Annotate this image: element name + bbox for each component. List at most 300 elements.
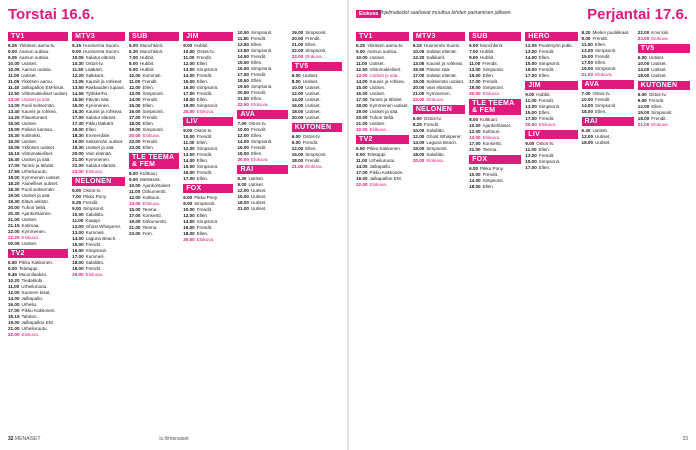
- channel-header: TV2: [8, 249, 68, 258]
- program-title: Frendit.: [250, 54, 267, 59]
- program-time: 15.50: [412, 67, 425, 72]
- program-title: Urheiluruutu.: [21, 169, 48, 174]
- program-title: Uutiset.: [302, 73, 319, 78]
- program-time: 18.30: [8, 187, 20, 192]
- program-time: 6.00: [637, 92, 647, 97]
- program-time: 12.00: [128, 195, 141, 200]
- program-title: Ellen.: [196, 158, 209, 163]
- program-time: 6.00: [412, 116, 422, 121]
- channel-header: RAI: [237, 165, 287, 174]
- program-time: 10.00: [637, 61, 650, 66]
- program-time: 19.30: [72, 145, 84, 150]
- program-title: Kovi kisi.: [651, 30, 670, 35]
- program-title: Tyttökerho.: [85, 91, 109, 96]
- program-time: 21.00: [469, 147, 481, 152]
- program-row: [72, 272, 125, 278]
- program-time: 20.00: [469, 91, 481, 96]
- program-time: 10.00: [72, 212, 84, 217]
- program-title: Tanssi ja tähdet.: [21, 163, 55, 168]
- program-row: [292, 164, 342, 170]
- program-title: Fem.: [142, 231, 153, 236]
- program-title: Ajankohtaiset.: [482, 123, 512, 128]
- program-title: Kulttuuri.: [142, 195, 161, 200]
- program-title: Elokuva.: [305, 54, 323, 59]
- right-page: [348, 0, 696, 450]
- program-time: 17.00: [183, 91, 195, 96]
- left-header: [8, 6, 340, 26]
- program-title: Frendit.: [85, 266, 102, 271]
- program-time: 18.15: [8, 314, 20, 319]
- program-time: 22.00: [356, 127, 368, 132]
- program-title: Hubbit.: [480, 49, 495, 54]
- program-title: Simpsonit.: [196, 103, 219, 108]
- program-time: 20.00: [128, 133, 141, 138]
- program-title: Simpsonit.: [250, 84, 273, 89]
- program-title: Salaliitto.: [85, 212, 105, 217]
- program-time: 6.00: [291, 73, 301, 78]
- program-title: Simpsonit.: [250, 48, 273, 53]
- program-title: Puoli seitsemän.: [21, 103, 56, 108]
- program-time: 18.00: [581, 140, 594, 145]
- right-footer: [356, 436, 688, 446]
- program-time: 12.00: [469, 129, 481, 134]
- legend-badge: Elokuva: [356, 10, 381, 18]
- program-title: Frendit.: [538, 98, 555, 103]
- program-title: Simpsonit.: [538, 104, 561, 109]
- program-title: Kulttuuri.: [139, 171, 159, 176]
- program-title: Elokuva.: [426, 158, 444, 163]
- program-title: Salatut elämät.: [85, 115, 117, 120]
- program-time: 11.00: [128, 189, 141, 194]
- program-title: Ykkösen aamu-tv.: [18, 43, 56, 48]
- program-title: Ellen.: [142, 85, 154, 90]
- program-title: Uutiset.: [369, 121, 386, 126]
- program-time: 12.00: [237, 188, 249, 193]
- program-time: 6.00: [469, 166, 479, 171]
- program-time: 23.00: [72, 169, 84, 174]
- program-title: Simpsonit.: [651, 110, 673, 115]
- program-time: 14.00: [183, 158, 195, 163]
- program-title: Uutiset.: [248, 176, 265, 181]
- program-row: [469, 91, 521, 97]
- program-time: 18.00: [237, 200, 249, 205]
- program-title: Frendit.: [142, 139, 159, 144]
- program-title: Simpsonit.: [482, 178, 505, 183]
- program-time: 7.00: [72, 194, 82, 199]
- program-time: 11.00: [8, 284, 20, 289]
- program-time: 13.00: [525, 49, 537, 54]
- program-time: 14.00: [637, 67, 650, 72]
- program-time: 21.00: [291, 42, 304, 47]
- program-title: Uutiset.: [250, 188, 267, 193]
- program-title: Ellen.: [142, 145, 154, 150]
- program-time: 11.00: [128, 79, 141, 84]
- program-time: 17.00: [356, 97, 368, 102]
- listing-column: [129, 30, 179, 432]
- program-time: 20.00: [8, 205, 20, 210]
- program-title: Frendit.: [302, 140, 319, 145]
- program-title: Uutiset.: [305, 115, 321, 120]
- program-time: 18.00: [637, 116, 650, 121]
- program-title: Huomenta Suomi.: [423, 43, 461, 48]
- program-title: Frendit.: [538, 67, 555, 72]
- program-row: [237, 157, 287, 163]
- program-time: 14.00: [237, 139, 249, 144]
- program-time: 15.00: [183, 79, 195, 84]
- program-time: 22.00: [72, 163, 84, 168]
- program-title: Simpsonit.: [426, 146, 448, 151]
- program-time: 21.00: [72, 157, 84, 162]
- program-time: 21.00: [412, 91, 425, 96]
- program-time: 14.00: [128, 97, 141, 102]
- program-title: Puolenyön putki.: [538, 43, 573, 48]
- program-title: Ostos-tv.: [194, 128, 213, 133]
- program-title: Simpsonit.: [83, 206, 105, 211]
- program-time: 22.00: [128, 139, 141, 144]
- program-title: Ellen.: [250, 42, 263, 47]
- program-time: 10.00: [469, 172, 481, 177]
- program-time: 13.00: [8, 97, 20, 102]
- program-title: Ellen.: [538, 110, 551, 115]
- channel-header: FOX: [469, 155, 521, 164]
- program-time: 10.00: [469, 123, 481, 128]
- program-title: Konsertti.: [482, 141, 502, 146]
- program-title: Kulttuuri.: [480, 117, 499, 122]
- program-title: Frendit.: [595, 97, 611, 102]
- program-time: 14.00: [291, 97, 304, 102]
- program-time: 6.00: [128, 43, 138, 48]
- program-row: [582, 72, 634, 78]
- program-time: 19.00: [128, 127, 141, 132]
- program-title: Frendit.: [250, 36, 267, 41]
- program-time: 10.20: [8, 278, 20, 283]
- program-time: 8.00: [128, 171, 138, 176]
- listing-column: [582, 30, 634, 432]
- program-time: 19.00: [72, 266, 84, 271]
- program-time: 9.00: [72, 49, 82, 54]
- program-title: Aamun uutisia.: [18, 49, 50, 54]
- program-time: 8.00: [469, 117, 479, 122]
- program-title: Tuhon tiellä.: [21, 205, 47, 210]
- program-title: Ostos-tv.: [248, 121, 267, 126]
- program-time: 13.00: [128, 201, 141, 206]
- program-title: Kummeli.: [85, 230, 105, 235]
- program-title: Frendit.: [142, 97, 159, 102]
- program-time: 11.00: [581, 42, 593, 47]
- listing-column: [356, 30, 409, 432]
- program-title: Kulttuuri.: [482, 129, 501, 134]
- program-time: 21.00: [291, 164, 304, 169]
- program-time: 17.00: [128, 213, 141, 218]
- listing-column: [469, 30, 521, 432]
- program-time: 17.30: [72, 121, 84, 126]
- program-title: Uutiset.: [595, 134, 611, 139]
- program-title: Ellen.: [196, 140, 208, 145]
- program-title: Ajankohtaiset.: [142, 183, 172, 188]
- listing-column: [638, 30, 690, 432]
- program-title: Urheiluruutu.: [369, 158, 396, 163]
- program-time: 17.00: [412, 73, 425, 78]
- program-title: Elokuva.: [482, 135, 501, 140]
- program-title: Salatut elämät.: [85, 163, 117, 168]
- program-title: Hubbit.: [139, 67, 155, 72]
- program-time: 16.00: [356, 91, 368, 96]
- program-title: Frendit.: [538, 116, 555, 121]
- program-time: 15.00: [72, 242, 84, 247]
- program-time: 12.50: [356, 67, 368, 72]
- program-time: 11.50: [237, 36, 249, 41]
- program-time: 19.00: [356, 109, 368, 114]
- program-title: Kauniit ja rohkeat.: [426, 61, 464, 66]
- program-row: [413, 158, 465, 164]
- program-time: 10.05: [72, 55, 84, 60]
- program-time: 16.00: [8, 139, 20, 144]
- program-time: 18.00: [72, 127, 84, 132]
- program-title: Frendit.: [196, 170, 213, 175]
- program-title: Päivän sää.: [85, 97, 110, 102]
- program-title: Elokuva.: [369, 182, 388, 187]
- program-title: Elokuva.: [369, 127, 388, 132]
- program-time: 16.00: [183, 170, 195, 175]
- program-time: 9.00: [72, 206, 82, 211]
- program-time: 12.00: [291, 91, 304, 96]
- program-title: Simpsonit.: [305, 48, 327, 53]
- program-title: Metsässä.: [139, 177, 161, 182]
- program-time: 14.00: [525, 55, 537, 60]
- program-time: 20.00: [525, 122, 537, 127]
- program-title: Simpsonit.: [196, 219, 219, 224]
- channel-header: JIM: [525, 81, 577, 90]
- program-title: Pikku Pony.: [194, 195, 219, 200]
- program-time: 6.00: [637, 55, 647, 60]
- program-title: Ellen.: [482, 184, 495, 189]
- program-time: 9.05: [8, 55, 17, 60]
- program-title: Uutiset.: [248, 182, 265, 187]
- program-title: Frendit.: [482, 61, 498, 66]
- program-title: Uutiset ja sää.: [21, 157, 51, 162]
- program-title: Vain elämää.: [85, 151, 113, 156]
- program-time: 20.00: [412, 158, 425, 163]
- program-time: 10.00: [128, 183, 141, 188]
- program-title: Ellen.: [196, 97, 209, 102]
- program-time: 11.00: [183, 55, 195, 60]
- program-title: Ellen.: [196, 231, 209, 236]
- channel-header: TV5: [638, 44, 690, 53]
- program-time: 17.00: [72, 115, 84, 120]
- listing-column: [525, 30, 577, 432]
- program-time: 10.00: [291, 85, 304, 90]
- program-title: Uutiset.: [21, 61, 38, 66]
- program-title: Elokuva.: [196, 109, 215, 114]
- program-title: Elokuva.: [142, 201, 161, 206]
- program-title: Urheiluruutu.: [21, 284, 48, 289]
- program-title: Alueelliset uutiset.: [21, 181, 59, 186]
- program-title: Kotimaa.: [21, 223, 40, 228]
- program-time: 16.40: [8, 157, 20, 162]
- program-title: Frendit.: [305, 36, 321, 41]
- program-title: Uutiset.: [305, 103, 321, 108]
- channel-header: KUTONEN: [638, 81, 690, 90]
- program-title: Salaliitto.: [85, 260, 105, 265]
- program-time: 22.00: [356, 182, 368, 187]
- program-time: 6.50: [356, 146, 365, 151]
- program-title: Elokuva.: [595, 72, 613, 77]
- program-time: 13.40: [8, 109, 20, 114]
- program-title: Uutiset.: [651, 61, 667, 66]
- program-time: 13.00: [525, 104, 537, 109]
- program-title: Seitsemän uutiset.: [85, 139, 124, 144]
- program-time: 9.00: [525, 141, 535, 146]
- program-row: [525, 73, 577, 79]
- program-title: Simpsonit.: [250, 66, 273, 71]
- program-time: 13.00: [183, 152, 195, 157]
- program-title: Pilaantuneet.: [21, 115, 49, 120]
- program-time: 13.00: [183, 67, 195, 72]
- program-title: Simpsonit.: [595, 48, 617, 53]
- program-title: Frendit.: [305, 158, 321, 163]
- program-time: 14.00: [469, 178, 481, 183]
- program-time: 21.00: [8, 326, 20, 331]
- program-time: 21.00: [237, 206, 249, 211]
- program-row: [469, 147, 521, 153]
- program-title: Frendit.: [250, 127, 267, 132]
- program-time: 12.50: [8, 91, 20, 96]
- program-time: 12.05: [525, 43, 537, 48]
- program-time: 6.30: [128, 49, 138, 54]
- program-time: 22.00: [637, 30, 650, 35]
- program-title: Teletappi.: [366, 152, 387, 157]
- program-title: Simpsonit.: [250, 30, 273, 35]
- program-title: Simpsonit.: [250, 139, 273, 144]
- program-time: 16.00: [72, 248, 84, 253]
- program-title: Frendit.: [196, 225, 213, 230]
- program-title: Simpsonit.: [142, 109, 164, 114]
- program-title: Uutiset.: [21, 73, 37, 78]
- program-title: Pikku Kakkonen.: [21, 308, 56, 313]
- program-row: [8, 332, 68, 338]
- program-time: 18.00: [637, 73, 650, 78]
- program-time: 12.20: [412, 55, 425, 60]
- program-title: Frendit.: [196, 134, 213, 139]
- channel-header: MTV3: [72, 32, 125, 41]
- program-time: 23.00: [637, 36, 650, 41]
- program-title: Ykkösen uutiset.: [21, 145, 56, 150]
- program-time: 15.00: [525, 61, 537, 66]
- program-title: Ellen.: [595, 60, 607, 65]
- program-title: Uutiset.: [21, 139, 38, 144]
- channel-header: FOX: [183, 184, 233, 193]
- program-time: 12.00: [183, 213, 195, 218]
- program-time: 19.00: [183, 103, 195, 108]
- program-title: Frendit.: [196, 91, 213, 96]
- program-row: [183, 176, 233, 182]
- program-title: Ellen.: [305, 146, 317, 151]
- program-time: 11.00: [525, 98, 537, 103]
- program-time: 20.50: [237, 90, 249, 95]
- program-time: 18.00: [183, 97, 195, 102]
- program-time: 8.00: [128, 61, 138, 66]
- program-title: Aamun uutisia.: [18, 55, 50, 60]
- program-time: 11.00: [356, 61, 368, 66]
- program-title: Uutiset.: [250, 194, 267, 199]
- channel-header: MTV3: [413, 32, 465, 41]
- program-row: [525, 165, 577, 171]
- program-title: Simpsonit.: [538, 159, 561, 164]
- program-title: Ellen.: [538, 165, 551, 170]
- program-title: Kymmenen.: [85, 103, 111, 108]
- program-time: 8.25: [72, 200, 82, 205]
- program-title: Ellen.: [250, 78, 263, 83]
- program-title: Uutiset.: [651, 67, 667, 72]
- program-time: 18.00: [72, 260, 84, 265]
- program-title: Ellen.: [482, 73, 495, 78]
- program-time: 18.00: [183, 231, 195, 236]
- program-time: 7.00: [237, 121, 247, 126]
- program-time: 6.15: [72, 43, 82, 48]
- program-time: 17.00: [581, 60, 594, 65]
- program-title: Ykkösen aamu-tv.: [366, 43, 404, 48]
- program-title: Uutiset.: [21, 121, 38, 126]
- program-time: 10.00: [183, 207, 195, 212]
- listing-column: [413, 30, 465, 432]
- program-title: Ghost Whisperer.: [85, 224, 122, 229]
- program-time: 15.00: [356, 85, 368, 90]
- program-time: 8.00: [183, 201, 193, 206]
- program-time: 9.00: [128, 177, 138, 182]
- program-time: 16.00: [291, 103, 304, 108]
- program-title: Uutiset.: [651, 73, 667, 78]
- program-time: 18.00: [581, 109, 594, 114]
- program-title: Aamun uutisia.: [366, 49, 398, 54]
- program-time: 21.00: [128, 225, 141, 230]
- program-title: Ellen.: [538, 73, 551, 78]
- program-time: 13.00: [356, 73, 368, 78]
- program-time: 17.00: [8, 308, 20, 313]
- program-time: 15.30: [8, 133, 20, 138]
- program-title: Kymmenen.: [426, 91, 451, 96]
- program-time: 14.00: [8, 296, 20, 301]
- program-time: 9.00: [525, 92, 535, 97]
- program-time: 19.00: [469, 85, 481, 90]
- program-title: Emmerdale.: [85, 133, 111, 138]
- program-title: Uutiset.: [305, 109, 321, 114]
- program-time: 20.00: [237, 157, 249, 162]
- program-time: 16.05: [8, 145, 20, 150]
- program-title: Elokuva.: [305, 164, 323, 169]
- program-time: 9.00: [469, 55, 479, 60]
- program-title: Teema.: [142, 207, 158, 212]
- program-title: Salatut elämät.: [426, 73, 457, 78]
- program-time: 7.00: [581, 91, 591, 96]
- program-time: 13.00: [581, 48, 594, 53]
- channel-header: NELONEN: [413, 105, 465, 114]
- program-row: [292, 115, 342, 121]
- program-time: 19.50: [237, 84, 249, 89]
- program-title: Salatut elämät.: [426, 49, 457, 54]
- program-title: Ellen.: [250, 133, 263, 138]
- program-title: Uutiset.: [648, 55, 665, 60]
- program-title: Simpsonit.: [482, 85, 505, 90]
- program-row: [129, 145, 179, 151]
- channel-header: SUB: [469, 32, 521, 41]
- program-title: Uutiset.: [250, 200, 267, 205]
- program-title: Ellen.: [594, 42, 607, 47]
- program-title: Uutiset.: [302, 79, 319, 84]
- program-time: 22.50: [237, 102, 249, 107]
- program-title: Pikku Kakkonen.: [369, 170, 404, 175]
- program-time: 19.00: [291, 30, 304, 35]
- program-title: Lääkärit.: [85, 67, 104, 72]
